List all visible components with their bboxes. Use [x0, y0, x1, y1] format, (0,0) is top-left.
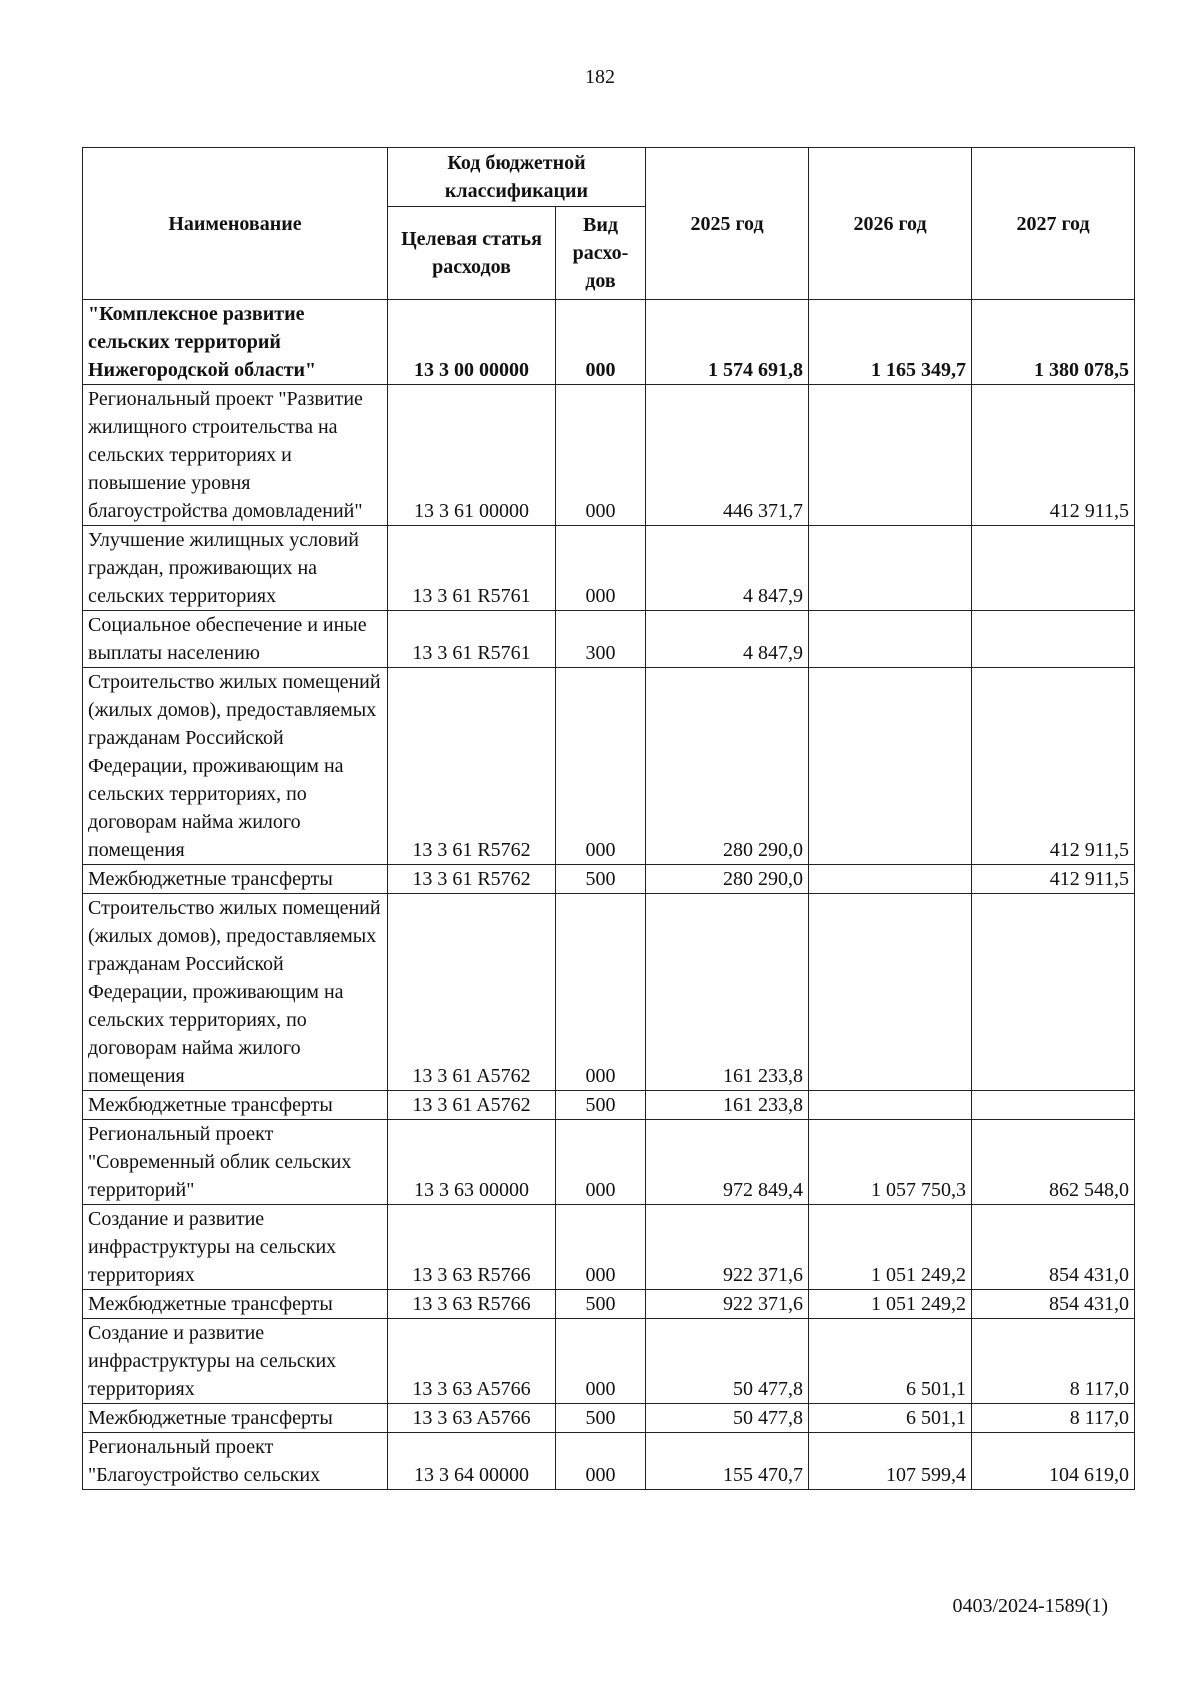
- cell-2025: 155 470,7: [646, 1433, 809, 1490]
- cell-name: Улучшение жилищных условий граждан, проживающих на сельских территориях: [83, 526, 388, 611]
- cell-expense-type: 000: [556, 1120, 646, 1205]
- cell-2027: [972, 894, 1135, 1091]
- cell-2026: 6 501,1: [809, 1404, 972, 1433]
- cell-2027: [972, 1091, 1135, 1120]
- cell-name: Строительство жилых помещений (жилых домов), предоставляемых гражданам Российской Федерации, проживающим на сельских территориях, по договорам найма жилого помещения: [83, 668, 388, 865]
- cell-2026: 1 051 249,2: [809, 1290, 972, 1319]
- cell-expense-type: 000: [556, 526, 646, 611]
- cell-2025: 50 477,8: [646, 1319, 809, 1404]
- cell-2026: [809, 668, 972, 865]
- cell-2025: 280 290,0: [646, 668, 809, 865]
- cell-2027: 8 117,0: [972, 1319, 1135, 1404]
- cell-expense-type: 300: [556, 611, 646, 668]
- cell-2025: 972 849,4: [646, 1120, 809, 1205]
- cell-2027: 8 117,0: [972, 1404, 1135, 1433]
- document-id: 0403/2024-1589(1): [952, 1595, 1108, 1617]
- cell-2025: 4 847,9: [646, 611, 809, 668]
- header-2026: 2026 год: [809, 148, 972, 300]
- cell-name: Межбюджетные трансферты: [83, 1091, 388, 1120]
- cell-target-article: 13 3 63 A5766: [388, 1319, 556, 1404]
- cell-2027: 412 911,5: [972, 865, 1135, 894]
- header-kbk-group: Код бюджетной классификации: [388, 148, 646, 207]
- cell-name: Создание и развитие инфраструктуры на сельских территориях: [83, 1319, 388, 1404]
- cell-expense-type: 000: [556, 1433, 646, 1490]
- cell-2026: [809, 1091, 972, 1120]
- cell-target-article: 13 3 63 00000: [388, 1120, 556, 1205]
- cell-2025: 280 290,0: [646, 865, 809, 894]
- cell-target-article: 13 3 61 R5761: [388, 611, 556, 668]
- cell-target-article: 13 3 61 R5762: [388, 668, 556, 865]
- cell-name: Строительство жилых помещений (жилых домов), предоставляемых гражданам Российской Федерации, проживающим на сельских территориях, по договорам найма жилого помещения: [83, 894, 388, 1091]
- cell-2027: 412 911,5: [972, 385, 1135, 526]
- cell-expense-type: 500: [556, 1404, 646, 1433]
- cell-2025: 922 371,6: [646, 1205, 809, 1290]
- cell-target-article: 13 3 61 00000: [388, 385, 556, 526]
- cell-2027: 854 431,0: [972, 1290, 1135, 1319]
- cell-name: "Комплексное развитие сельских территорий Нижегородской области": [83, 300, 388, 385]
- cell-expense-type: 000: [556, 300, 646, 385]
- cell-name: Создание и развитие инфраструктуры на сельских территориях: [83, 1205, 388, 1290]
- table-row: [83, 611, 1135, 668]
- cell-2026: [809, 865, 972, 894]
- cell-name: Региональный проект "Современный облик сельских территорий": [83, 1120, 388, 1205]
- cell-target-article: 13 3 63 R5766: [388, 1205, 556, 1290]
- cell-target-article: 13 3 64 00000: [388, 1433, 556, 1490]
- cell-expense-type: 500: [556, 1290, 646, 1319]
- cell-2026: [809, 526, 972, 611]
- table-row: [83, 1290, 1135, 1319]
- cell-target-article: 13 3 63 R5766: [388, 1290, 556, 1319]
- table-row: [83, 865, 1135, 894]
- cell-name: Региональный проект "Благоустройство сельских: [83, 1433, 388, 1490]
- cell-expense-type: 500: [556, 865, 646, 894]
- table-header: [83, 148, 1135, 300]
- table-row: [83, 1319, 1135, 1404]
- header-name: Наименование: [83, 148, 388, 300]
- cell-2026: 1 165 349,7: [809, 300, 972, 385]
- cell-name: Межбюджетные трансферты: [83, 865, 388, 894]
- cell-target-article: 13 3 61 A5762: [388, 894, 556, 1091]
- cell-target-article: 13 3 61 R5762: [388, 865, 556, 894]
- table-body: [83, 300, 1135, 1490]
- cell-2027: 862 548,0: [972, 1120, 1135, 1205]
- cell-2025: 446 371,7: [646, 385, 809, 526]
- cell-2027: 854 431,0: [972, 1205, 1135, 1290]
- cell-2025: 922 371,6: [646, 1290, 809, 1319]
- table-row: [83, 526, 1135, 611]
- cell-name: Межбюджетные трансферты: [83, 1404, 388, 1433]
- header-2025: 2025 год: [646, 148, 809, 300]
- cell-expense-type: 000: [556, 1319, 646, 1404]
- cell-2027: 412 911,5: [972, 668, 1135, 865]
- cell-2026: [809, 385, 972, 526]
- cell-2025: 161 233,8: [646, 894, 809, 1091]
- cell-expense-type: 500: [556, 1091, 646, 1120]
- header-expense-type: Вид расхо-дов: [556, 207, 646, 300]
- cell-expense-type: 000: [556, 668, 646, 865]
- cell-expense-type: 000: [556, 894, 646, 1091]
- table-row: [83, 1404, 1135, 1433]
- cell-2026: 107 599,4: [809, 1433, 972, 1490]
- table-row: [83, 1091, 1135, 1120]
- page-number: 182: [585, 66, 615, 88]
- table-row: [83, 1120, 1135, 1205]
- cell-2025: 161 233,8: [646, 1091, 809, 1120]
- cell-target-article: 13 3 00 00000: [388, 300, 556, 385]
- cell-2027: 104 619,0: [972, 1433, 1135, 1490]
- cell-2025: 1 574 691,8: [646, 300, 809, 385]
- cell-2025: 4 847,9: [646, 526, 809, 611]
- cell-name: Региональный проект "Развитие жилищного строительства на сельских территориях и повышение уровня благоустройства домовладений": [83, 385, 388, 526]
- cell-2026: 1 051 249,2: [809, 1205, 972, 1290]
- header-target-article: Целевая статья расходов: [388, 207, 556, 300]
- cell-2027: 1 380 078,5: [972, 300, 1135, 385]
- table-row: [83, 300, 1135, 385]
- cell-target-article: 13 3 63 A5766: [388, 1404, 556, 1433]
- table-row: [83, 385, 1135, 526]
- table-row: [83, 1433, 1135, 1490]
- cell-target-article: 13 3 61 A5762: [388, 1091, 556, 1120]
- cell-2026: 1 057 750,3: [809, 1120, 972, 1205]
- cell-2026: [809, 894, 972, 1091]
- header-2027: 2027 год: [972, 148, 1135, 300]
- table-row: [83, 1205, 1135, 1290]
- cell-2025: 50 477,8: [646, 1404, 809, 1433]
- cell-2027: [972, 526, 1135, 611]
- cell-expense-type: 000: [556, 1205, 646, 1290]
- cell-2026: 6 501,1: [809, 1319, 972, 1404]
- cell-name: Социальное обеспечение и иные выплаты населению: [83, 611, 388, 668]
- cell-expense-type: 000: [556, 385, 646, 526]
- cell-target-article: 13 3 61 R5761: [388, 526, 556, 611]
- budget-table: [82, 147, 1135, 1490]
- table-row: [83, 894, 1135, 1091]
- cell-name: Межбюджетные трансферты: [83, 1290, 388, 1319]
- table-row: [83, 668, 1135, 865]
- cell-2026: [809, 611, 972, 668]
- cell-2027: [972, 611, 1135, 668]
